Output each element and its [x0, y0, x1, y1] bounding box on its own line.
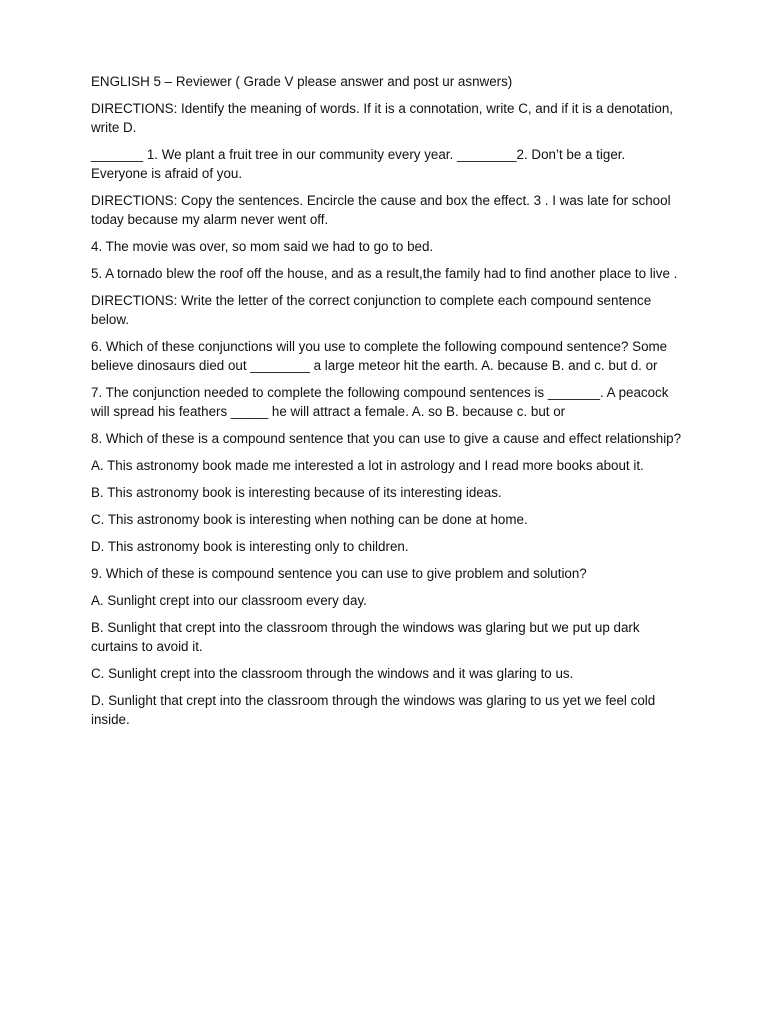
question-9-option-a: A. Sunlight crept into our classroom every day.: [91, 593, 367, 608]
question-4: 4. The movie was over, so mom said we had to go to bed.: [91, 239, 434, 254]
directions-conjunction: DIRECTIONS: Write the letter of the correct conjunction to complete each compound sentence below.: [91, 293, 652, 327]
question-9-option-d: D. Sunlight that crept into the classroom through the windows was glaring to us yet we feel cold inside.: [91, 693, 656, 727]
question-9-option-c: C. Sunlight crept into the classroom through the windows and it was glaring to us.: [91, 666, 574, 681]
question-1-2: _______ 1. We plant a fruit tree in our community every year. ________2. Don’t be a tiger. Everyone is afraid of you.: [91, 147, 626, 181]
directions-connotation: DIRECTIONS: Identify the meaning of words. If it is a connotation, write C, and if it is a denotation, write D.: [91, 101, 674, 135]
question-8-option-d: D. This astronomy book is interesting only to children.: [91, 539, 409, 554]
question-7: 7. The conjunction needed to complete the following compound sentences is _______. A peacock will spread his feathers _____ he will attract a female. A. so B. because c. but or: [91, 385, 669, 419]
question-8-option-c: C. This astronomy book is interesting when nothing can be done at home.: [91, 512, 528, 527]
question-8: 8. Which of these is a compound sentence that you can use to give a cause and effect relationship?: [91, 431, 682, 446]
question-9: 9. Which of these is compound sentence you can use to give problem and solution?: [91, 566, 587, 581]
document-body: [91, 72, 685, 737]
question-9-option-b: B. Sunlight that crept into the classroom through the windows was glaring but we put up dark curtains to avoid it.: [91, 620, 640, 654]
question-6: 6. Which of these conjunctions will you use to complete the following compound sentence? Some believe dinosaurs died out ________ a large meteor hit the earth. A. because B. and c. but d. or: [91, 339, 668, 373]
question-8-option-a: A. This astronomy book made me interested a lot in astrology and I read more books about it.: [91, 458, 644, 473]
document-title: ENGLISH 5 – Reviewer ( Grade V please answer and post ur asnwers): [91, 74, 513, 89]
question-5: 5. A tornado blew the roof off the house, and as a result,the family had to find another place to live .: [91, 266, 678, 281]
directions-cause-effect: DIRECTIONS: Copy the sentences. Encircle the cause and box the effect. 3 . I was late for school today because my alarm never went off.: [91, 193, 671, 227]
question-8-option-b: B. This astronomy book is interesting because of its interesting ideas.: [91, 485, 502, 500]
